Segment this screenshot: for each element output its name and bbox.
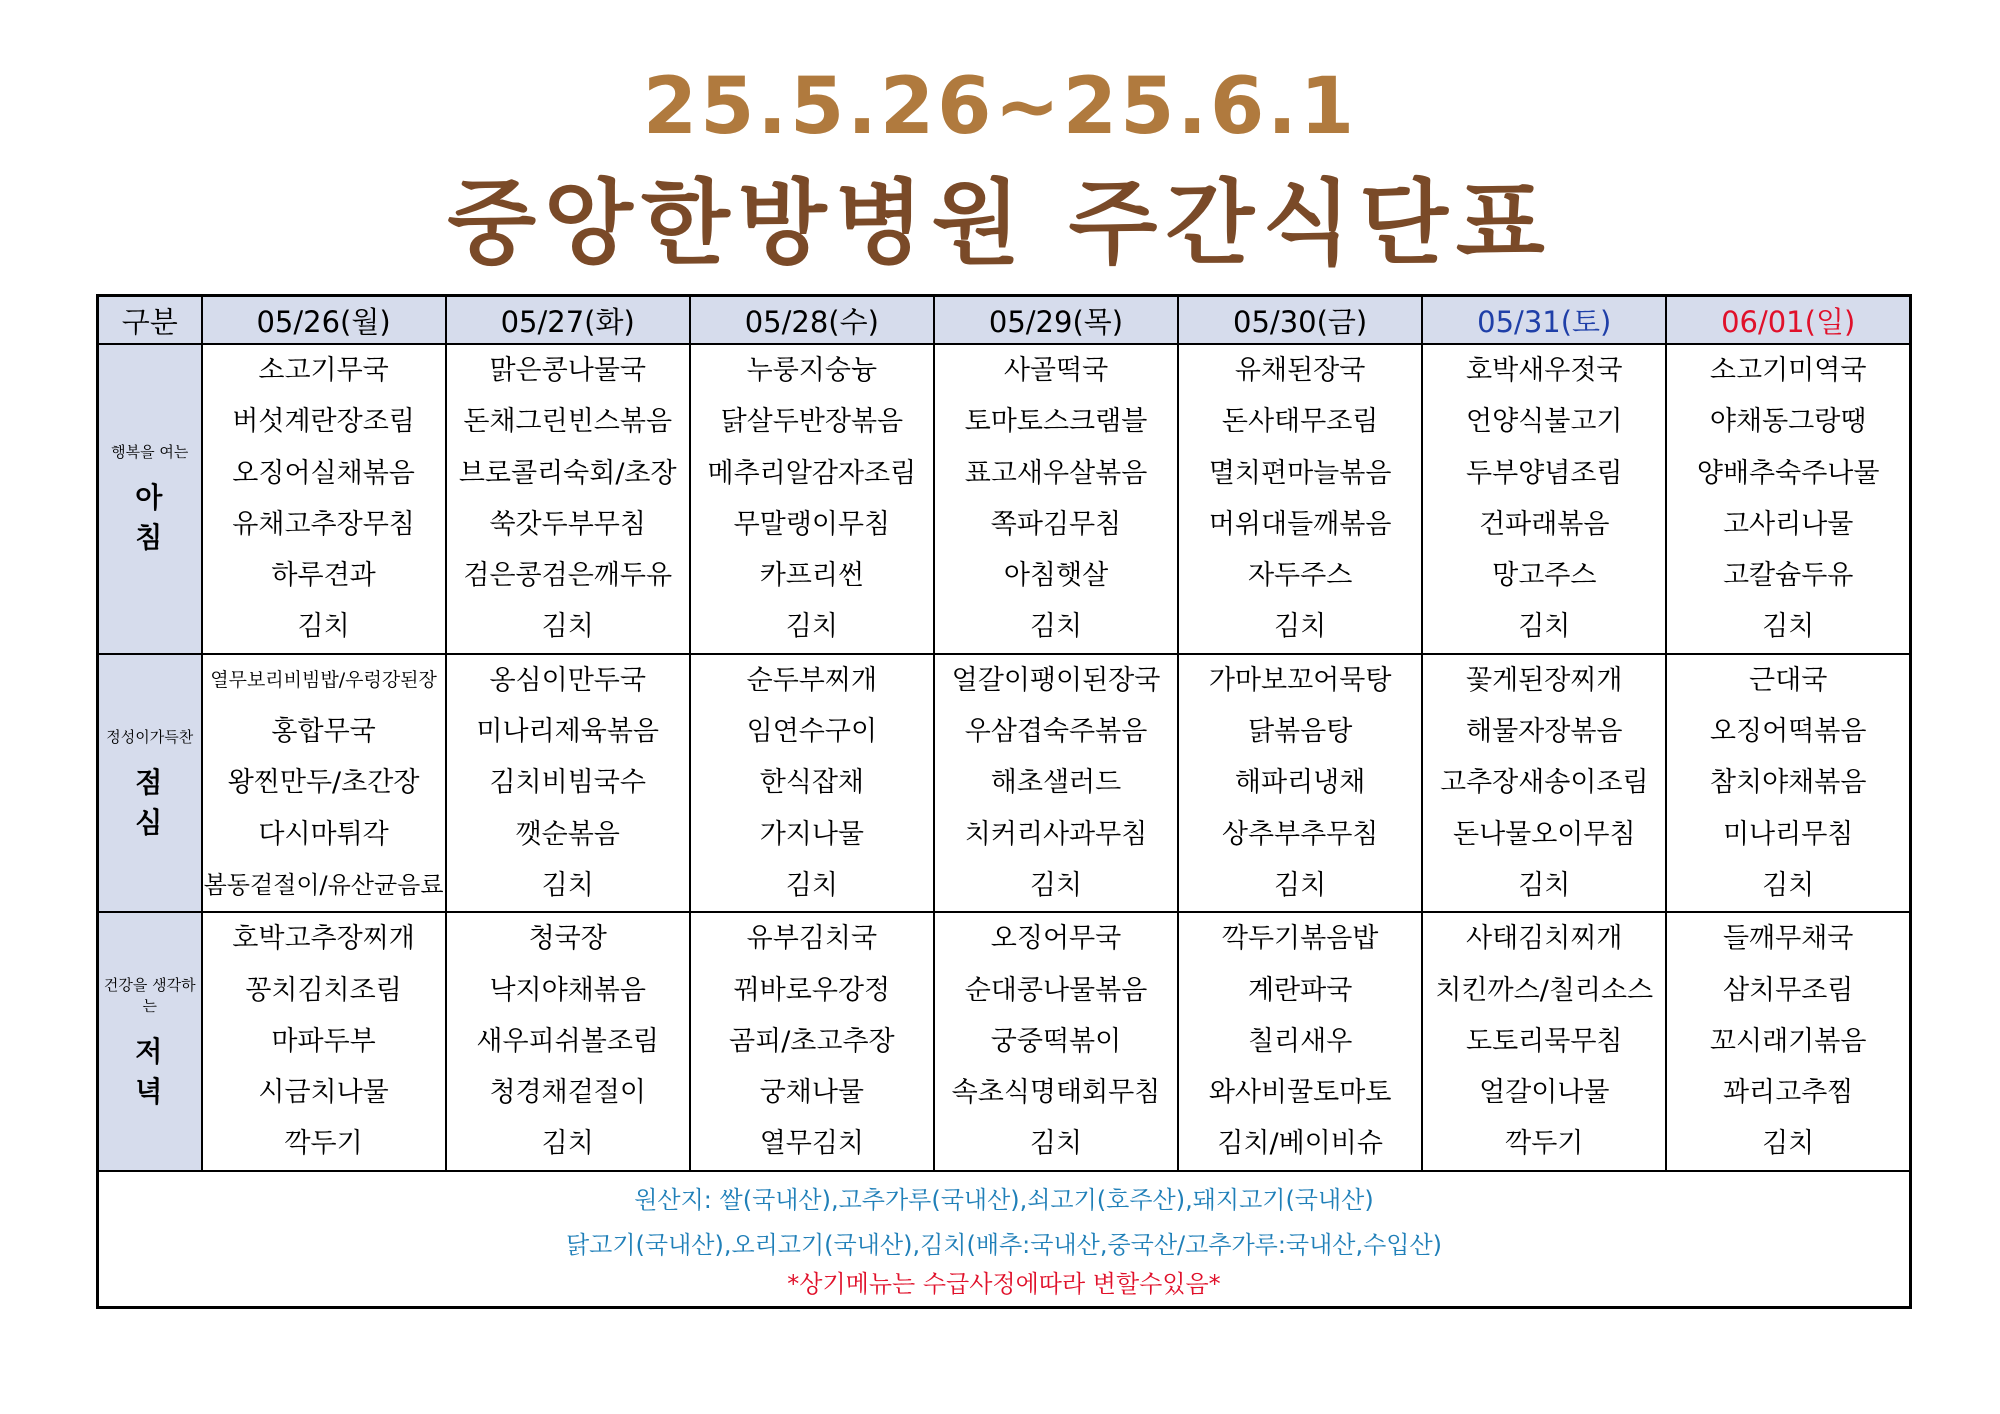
- day-header-saturday: 05/31(토): [1422, 296, 1666, 345]
- day-header: 05/28(수): [690, 296, 934, 345]
- menu-item: 김치: [1029, 611, 1083, 643]
- menu-item: 궁중떡볶이: [990, 1025, 1122, 1057]
- menu-item: 유부김치국: [746, 923, 878, 955]
- menu-item: 곰피/초고추장: [729, 1025, 895, 1057]
- menu-item: 쪽파김무침: [990, 508, 1122, 540]
- menu-item: 멸치편마늘볶음: [1208, 457, 1392, 489]
- menu-item: 가마보꼬어묵탕: [1208, 664, 1392, 696]
- menu-item: 김치: [1274, 611, 1327, 643]
- menu-item: 검은콩검은깨두유: [463, 560, 673, 592]
- menu-item: 우삼겹숙주볶음: [964, 716, 1148, 748]
- origin-line-2: 닭고기(국내산),오리고기(국내산),김치(배추:국내산,중국산/고추가루:국내산,수입산): [565, 1230, 1443, 1259]
- meal-label: [98, 654, 202, 912]
- menu-cell: [934, 344, 1178, 654]
- menu-item: 야채동그랑땡: [1709, 406, 1867, 438]
- menu-item: 임연수구이: [746, 716, 878, 748]
- date-range: 25.5.26~25.6.1: [642, 62, 1358, 152]
- menu-item: 미나리제육볶음: [476, 716, 659, 748]
- menu-item: 누룽지숭늉: [746, 355, 878, 386]
- menu-item: 김치: [541, 1128, 594, 1160]
- menu-item: 깍두기: [284, 1128, 363, 1160]
- page-title: 중앙한방병원 주간식단표: [447, 170, 1553, 277]
- menu-item: 오징어실채볶음: [232, 457, 415, 489]
- header-row: [98, 296, 1911, 345]
- menu-cell: [1666, 912, 1910, 1170]
- meal-body: [98, 344, 1911, 1171]
- menu-item: 메추리알감자조림: [707, 457, 917, 489]
- menu-item: 자두주스: [1247, 560, 1353, 592]
- day-header: 05/29(목): [934, 296, 1178, 345]
- menu-item: 김치: [1518, 869, 1571, 901]
- menu-item: 도토리묵무침: [1466, 1025, 1623, 1057]
- menu-item: 해파리냉채: [1234, 767, 1366, 799]
- menu-item: 오징어떡볶음: [1709, 716, 1867, 748]
- menu-item: 고추장새송이조림: [1439, 767, 1649, 799]
- day-header: 05/30(금): [1178, 296, 1422, 345]
- menu-cell: [202, 344, 446, 654]
- menu-item: 사골떡국: [1003, 355, 1109, 386]
- meal-row: [98, 344, 1911, 654]
- day-header-sunday: 06/01(일): [1666, 296, 1910, 345]
- footer-row: [98, 1171, 1911, 1308]
- menu-item: 새우피쉬볼조림: [476, 1025, 659, 1057]
- menu-item: 버섯계란장조림: [232, 406, 415, 438]
- menu-item: 돈나물오이무침: [1452, 818, 1636, 850]
- menu-item: 닭볶음탕: [1247, 716, 1353, 748]
- meal-row: [98, 912, 1911, 1170]
- menu-item: 소고기무국: [258, 355, 389, 386]
- menu-item: 쑥갓두부무침: [489, 508, 646, 540]
- menu-item: 삼치무조림: [1722, 974, 1854, 1006]
- corner-label: 구분: [98, 296, 202, 345]
- menu-item: 카프리썬: [759, 560, 865, 592]
- menu-item: 시금치나물: [258, 1077, 389, 1109]
- meal-label-sub: 행복을 여는: [111, 443, 189, 462]
- menu-item: 깻순볶음: [515, 818, 620, 850]
- meal-label-name: 아 침: [135, 481, 179, 555]
- menu-item: 근대국: [1749, 664, 1828, 696]
- menu-item: 열무김치: [759, 1128, 865, 1160]
- meal-label: [98, 344, 202, 654]
- menu-item: 김치: [1518, 611, 1571, 643]
- menu-item: 토마토스크램블: [964, 406, 1148, 438]
- menu-item: 하루견과: [271, 560, 376, 592]
- menu-item: 사태김치찌개: [1466, 923, 1623, 955]
- menu-item: 해물자장볶음: [1466, 716, 1623, 748]
- menu-item: 미나리무침: [1722, 818, 1854, 850]
- day-header: 05/27(화): [446, 296, 690, 345]
- menu-cell: [1666, 654, 1910, 912]
- menu-item: 김치비빔국수: [489, 767, 646, 799]
- menu-item: 청경채겉절이: [489, 1077, 646, 1109]
- menu-cell: [1422, 344, 1666, 654]
- menu-item: 열무보리비빔밥/우렁강된장: [210, 668, 437, 691]
- menu-item: 계란파국: [1247, 974, 1353, 1006]
- meal-label-name: 점 심: [135, 765, 179, 839]
- menu-item: 맑은콩나물국: [489, 355, 646, 386]
- menu-item: 김치: [1274, 869, 1327, 901]
- menu-item: 양배추숙주나물: [1696, 457, 1880, 489]
- origin-line-1: 원산지: 쌀(국내산),고추가루(국내산),쇠고기(호주산),돼지고기(국내산): [634, 1185, 1374, 1214]
- menu-item: 닭살두반장볶음: [720, 406, 904, 438]
- menu-cell: [202, 654, 446, 912]
- menu-item: 브로콜리숙회/초장: [458, 457, 677, 489]
- menu-cell: [1422, 912, 1666, 1170]
- menu-cell: [446, 344, 690, 654]
- menu-item: 무말랭이무침: [733, 508, 891, 540]
- menu-item: 한식잡채: [759, 767, 865, 799]
- menu-item: 언양식불고기: [1466, 406, 1623, 438]
- meal-label: [98, 912, 202, 1170]
- menu-item: 속초식명태회무침: [951, 1077, 1161, 1109]
- menu-cell: [690, 912, 934, 1170]
- menu-item: 들깨무채국: [1722, 923, 1854, 955]
- menu-item: 얼갈이팽이된장국: [951, 664, 1161, 696]
- menu-item: 꽈리고추찜: [1722, 1077, 1854, 1109]
- menu-item: 순대콩나물볶음: [964, 974, 1148, 1006]
- menu-item: 김치: [541, 869, 594, 901]
- day-header: 05/26(월): [202, 296, 446, 345]
- menu-cell: [1422, 654, 1666, 912]
- footer-cell: [98, 1171, 1911, 1308]
- menu-item: 꼬시래기볶음: [1709, 1025, 1867, 1057]
- menu-item: 상추부추무침: [1221, 818, 1379, 850]
- menu-item: 꽃게된장찌개: [1466, 664, 1623, 696]
- menu-item: 얼갈이나물: [1479, 1077, 1610, 1109]
- menu-item: 유채고추장무침: [232, 508, 415, 540]
- menu-item: 참치야채볶음: [1709, 767, 1867, 799]
- menu-item: 치커리사과무침: [964, 818, 1148, 850]
- menu-item: 고칼슘두유: [1722, 560, 1854, 592]
- menu-item: 유채된장국: [1234, 355, 1366, 386]
- menu-item: 돈사태무조림: [1221, 406, 1379, 438]
- menu-cell: [690, 654, 934, 912]
- menu-item: 해초샐러드: [990, 767, 1122, 799]
- menu-item: 김치: [1762, 869, 1815, 901]
- menu-item: 김치: [1029, 869, 1083, 901]
- meal-label-sub: 건강을 생각하는: [103, 975, 196, 1015]
- notice-text: *상기메뉴는 수급사정에따라 변할수있음*: [787, 1269, 1221, 1298]
- menu-item: 깍두기: [1505, 1128, 1584, 1160]
- menu-item: 왕찐만두/초간장: [227, 767, 420, 799]
- menu-item: 오징어무국: [990, 923, 1122, 955]
- menu-item: 아침햇살: [1003, 560, 1109, 592]
- menu-item: 표고새우살볶음: [964, 457, 1148, 489]
- menu-item: 김치: [1029, 1128, 1083, 1160]
- menu-item: 호박고추장찌개: [232, 923, 415, 955]
- weekly-menu-table: [96, 294, 1912, 1309]
- menu-item: 머위대들깨볶음: [1208, 508, 1392, 540]
- meal-row: [98, 654, 1911, 912]
- menu-item: 가지나물: [759, 818, 865, 850]
- menu-item: 김치: [297, 611, 350, 643]
- menu-item: 소고기미역국: [1709, 355, 1867, 386]
- menu-item: 낙지야채볶음: [489, 974, 646, 1006]
- menu-item: 김치: [541, 611, 594, 643]
- menu-item: 홍합무국: [271, 716, 376, 748]
- menu-item: 와사비꿀토마토: [1208, 1077, 1392, 1109]
- menu-item: 망고주스: [1492, 560, 1597, 592]
- menu-item: 김치: [1762, 611, 1815, 643]
- menu-item: 두부양념조림: [1466, 457, 1623, 489]
- menu-cell: [446, 912, 690, 1170]
- menu-cell: [202, 912, 446, 1170]
- menu-item: 궁채나물: [759, 1077, 865, 1109]
- menu-item: 칠리새우: [1247, 1025, 1353, 1057]
- menu-item: 고사리나물: [1722, 508, 1854, 540]
- meal-label-sub: 정성이가득찬: [106, 727, 194, 746]
- menu-item: 옹심이만두국: [489, 664, 646, 696]
- menu-item: 김치/베이비슈: [1217, 1128, 1383, 1160]
- menu-cell: [934, 912, 1178, 1170]
- menu-item: 김치: [785, 611, 838, 643]
- menu-cell: [1178, 912, 1422, 1170]
- menu-item: 봄동겉절이/유산균음료: [203, 870, 444, 899]
- menu-cell: [1178, 654, 1422, 912]
- menu-item: 치킨까스/칠리소스: [1435, 974, 1654, 1006]
- menu-cell: [690, 344, 934, 654]
- menu-item: 건파래볶음: [1479, 508, 1610, 540]
- menu-item: 돈채그린빈스볶음: [463, 406, 673, 438]
- menu-cell: [934, 654, 1178, 912]
- menu-item: 김치: [785, 869, 838, 901]
- menu-item: 꿔바로우강정: [733, 974, 891, 1006]
- menu-item: 순두부찌개: [746, 664, 878, 696]
- menu-item: 김치: [1762, 1128, 1815, 1160]
- menu-item: 다시마튀각: [258, 818, 389, 850]
- menu-item: 깍두기볶음밥: [1221, 923, 1379, 955]
- menu-cell: [446, 654, 690, 912]
- menu-item: 꽁치김치조림: [245, 974, 402, 1006]
- menu-cell: [1178, 344, 1422, 654]
- menu-cell: [1666, 344, 1910, 654]
- menu-item: 마파두부: [271, 1025, 376, 1057]
- menu-item: 호박새우젓국: [1466, 355, 1623, 386]
- menu-item: 청국장: [528, 923, 607, 955]
- meal-label-name: 저 녁: [135, 1034, 179, 1108]
